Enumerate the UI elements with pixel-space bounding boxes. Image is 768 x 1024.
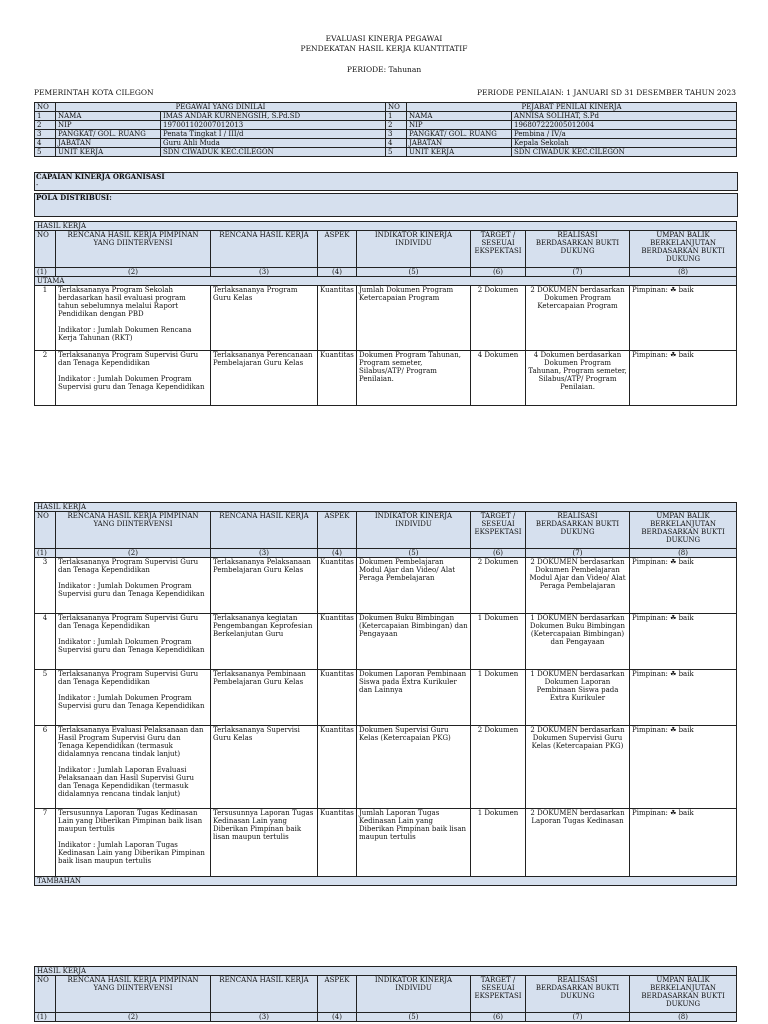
col-number: (5) [357, 1013, 471, 1022]
col-number: (1) [35, 549, 56, 558]
col-number: (8) [630, 268, 737, 277]
col-header-rhk-pimpinan: RENCANA HASIL KERJA PIMPINAN YANG DIINTERVENSI [56, 976, 211, 1013]
col-number: (2) [56, 549, 211, 558]
hasil-kerja-table-1 [34, 221, 736, 406]
umpan-balik-cell: Pimpinan: ☘ baik [630, 286, 737, 351]
col-number: (5) [357, 549, 471, 558]
table-row [35, 670, 737, 726]
pegawai-field-value: IMAS ANDAR KURNENGSIH, S.Pd.SD [161, 112, 386, 121]
table-header [35, 512, 737, 549]
col-number: (3) [211, 268, 318, 277]
col-header-target: TARGET / SESEUAI EKSPEKTASI [471, 512, 526, 549]
indikator-cell: Dokumen Laporan Pembinaan Siswa pada Extra Kurikuler dan Lainnya [357, 670, 471, 726]
col-number: (6) [471, 268, 526, 277]
rhk-pimpinan-cell: Terlaksananya Evaluasi Pelaksanaan dan Hasil Program Supervisi Guru dan Tenaga Kependidikan (termasuk didalamnya rencana tindak lanjut) Indikator : Jumlah Laporan Evaluasi Pelaksanaan dan Hasil Supervisi Guru dan Tenaga Kependidikan (termasuk didalamnya rencana tindak lanjut) [56, 726, 211, 809]
rhk-pimpinan-cell: Terlaksananya Program Supervisi Guru dan Tenaga Kependidikan Indikator : Jumlah Dokumen Program Supervisi guru dan Tenaga Kependidikan [56, 558, 211, 614]
aspek-cell: Kuantitas [318, 726, 357, 809]
table-row [35, 726, 737, 809]
info-no: 1 [35, 112, 56, 121]
umpan-balik-cell: Pimpinan: ☘ baik [630, 614, 737, 670]
table-header [35, 976, 737, 1013]
pejabat-field-label: PANGKAT/ GOL. RUANG [407, 130, 512, 139]
col-number: (4) [318, 1013, 357, 1022]
col-header-indikator: INDIKATOR KINERJA INDIVIDU [357, 976, 471, 1013]
pejabat-field-label: UNIT KERJA [407, 148, 512, 157]
periode-label: PERIODE: Tahunan [346, 65, 422, 74]
info-no: 1 [386, 112, 407, 121]
hasil-kerja-label: HASIL KERJA [35, 967, 737, 976]
info-no: 4 [35, 139, 56, 148]
info-no: 5 [35, 148, 56, 157]
rhk-pimpinan-cell: Terlaksananya Program Supervisi Guru dan Tenaga Kependidikan Indikator : Jumlah Dokumen Program Supervisi guru dan Tenaga Kependidikan [56, 351, 211, 406]
target-cell: 2 Dokumen [471, 726, 526, 809]
rhk-cell: Terlaksananya Pelaksanaan Pembelajaran Guru Kelas [211, 558, 318, 614]
target-cell: 1 Dokumen [471, 670, 526, 726]
col-header-indikator: INDIKATOR KINERJA INDIVIDU [357, 512, 471, 549]
col-number: (1) [35, 1013, 56, 1022]
row-no: 1 [35, 286, 56, 351]
rhk-cell: Terlaksananya kegiatan Pengembangan Keprofesian Berkelanjutan Guru [211, 614, 318, 670]
hasil-kerja-table-3 [34, 966, 736, 1022]
row-no: 3 [35, 558, 56, 614]
umpan-balik-cell: Pimpinan: ☘ baik [630, 558, 737, 614]
info-no: 3 [35, 130, 56, 139]
col-header-realisasi: REALISASI BERDASARKAN BUKTI DUKUNG [526, 231, 630, 268]
capaian-kinerja-box [34, 172, 738, 191]
aspek-cell: Kuantitas [318, 286, 357, 351]
pegawai-field-label: PANGKAT/ GOL. RUANG [56, 130, 161, 139]
rhk-cell: Terlaksananya Supervisi Guru Kelas [211, 726, 318, 809]
col-header-aspek: ASPEK [318, 976, 357, 1013]
aspek-cell: Kuantitas [318, 558, 357, 614]
aspek-cell: Kuantitas [318, 351, 357, 406]
col-header-realisasi: REALISASI BERDASARKAN BUKTI DUKUNG [526, 512, 630, 549]
rhk-pimpinan-cell: Tersusunnya Laporan Tugas Kedinasan Lain yang Diberikan Pimpinan baik lisan maupun tertulis Indikator : Jumlah Laporan Tugas Kedinasan Lain yang Diberikan Pimpinan baik lisan maupun tertulis [56, 809, 211, 877]
instansi-label: PEMERINTAH KOTA CILEGON [34, 88, 154, 97]
col-header-rhk: RENCANA HASIL KERJA [211, 512, 318, 549]
col-header-aspek: ASPEK [318, 231, 357, 268]
rhk-pimpinan-cell: Terlaksananya Program Supervisi Guru dan Tenaga Kependidikan Indikator : Jumlah Dokumen Program Supervisi guru dan Tenaga Kependidikan [56, 614, 211, 670]
umpan-balik-cell: Pimpinan: ☘ baik [630, 670, 737, 726]
pegawai-field-value: Guru Ahli Muda [161, 139, 386, 148]
pejabat-penilai-header: PEJABAT PENILAI KINERJA [407, 103, 737, 112]
pegawai-field-label: JABATAN [56, 139, 161, 148]
indikator-cell: Dokumen Buku Bimbingan (Ketercapaian Bimbingan) dan Pengayaan [357, 614, 471, 670]
aspek-cell: Kuantitas [318, 670, 357, 726]
pejabat-field-value: ANNISA SOLIHAT, S.Pd [512, 112, 737, 121]
pejabat-field-value: Pembina / IV/a [512, 130, 737, 139]
target-cell: 2 Dokumen [471, 558, 526, 614]
info-section [34, 102, 736, 157]
table-row [35, 351, 737, 406]
pola-distribusi-box [34, 193, 738, 217]
col-header-target: TARGET / SESEUAI EKSPEKTASI [471, 976, 526, 1013]
col-number: (4) [318, 549, 357, 558]
periode-penilaian-label: PERIODE PENILAIAN: 1 JANUARI SD 31 DESEMBER TAHUN 2023 [477, 88, 736, 97]
table-header [35, 231, 737, 268]
col-header-aspek: ASPEK [318, 512, 357, 549]
pola-distribusi-label: POLA DISTRIBUSI: [36, 193, 112, 202]
rhk-cell: Terlaksananya Perencanaan Pembelajaran Guru Kelas [211, 351, 318, 406]
capaian-kinerja-value: - [36, 181, 39, 189]
hasil-kerja-table-2 [34, 502, 736, 886]
realisasi-cell: 2 DOKUMEN berdasarkan Dokumen Pembelajaran Modul Ajar dan Video/ Alat Peraga Pembelajaran [526, 558, 630, 614]
aspek-cell: Kuantitas [318, 614, 357, 670]
info-no-header: NO [386, 103, 407, 112]
col-header-rhk-pimpinan: RENCANA HASIL KERJA PIMPINAN YANG DIINTERVENSI [56, 231, 211, 268]
realisasi-cell: 2 DOKUMEN berdasarkan Dokumen Program Ketercapaian Program [526, 286, 630, 351]
rhk-cell: Tersusunnya Laporan Tugas Kedinasan Lain yang Diberikan Pimpinan baik lisan maupun tertulis [211, 809, 318, 877]
row-no: 2 [35, 351, 56, 406]
target-cell: 4 Dokumen [471, 351, 526, 406]
pejabat-field-value: SDN CIWADUK KEC.CILEGON [512, 148, 737, 157]
target-cell: 1 Dokumen [471, 614, 526, 670]
table-row [35, 286, 737, 351]
col-number: (7) [526, 268, 630, 277]
indikator-cell: Dokumen Program Tahunan, Program semeter, Silabus/ATP/ Program Penilaian. [357, 351, 471, 406]
realisasi-cell: 2 DOKUMEN berdasarkan Dokumen Supervisi Guru Kelas (Ketercapaian PKG) [526, 726, 630, 809]
doc-title: EVALUASI KINERJA PEGAWAI [325, 34, 443, 43]
umpan-balik-cell: Pimpinan: ☘ baik [630, 809, 737, 877]
col-header-rhk: RENCANA HASIL KERJA [211, 976, 318, 1013]
col-header-rhk-pimpinan: RENCANA HASIL KERJA PIMPINAN YANG DIINTERVENSI [56, 512, 211, 549]
pejabat-field-value: 196807222005012004 [512, 121, 737, 130]
col-header-indikator: INDIKATOR KINERJA INDIVIDU [357, 231, 471, 268]
hasil-kerja-label: HASIL KERJA [35, 222, 737, 231]
info-no: 3 [386, 130, 407, 139]
pegawai-field-value: SDN CIWADUK KEC.CILEGON [161, 148, 386, 157]
indikator-cell: Dokumen Supervisi Guru Kelas (Ketercapaian PKG) [357, 726, 471, 809]
col-number: (7) [526, 1013, 630, 1022]
col-number: (2) [56, 268, 211, 277]
umpan-balik-cell: Pimpinan: ☘ baik [630, 351, 737, 406]
col-header-no: NO [35, 976, 56, 1013]
utama-label: UTAMA [35, 277, 737, 286]
info-no: 2 [386, 121, 407, 130]
rhk-cell: Terlaksananya Program Guru Kelas [211, 286, 318, 351]
pegawai-dinilai-header: PEGAWAI YANG DINILAI [56, 103, 386, 112]
rhk-pimpinan-cell: Terlaksananya Program Sekolah berdasarkan hasil evaluasi program tahun sebelumnya melalui Raport Pendidikan dengan PBD Indikator : Jumlah Dokumen Rencana Kerja Tahunan (RKT) [56, 286, 211, 351]
indikator-cell: Jumlah Laporan Tugas Kedinasan Lain yang Diberikan Pimpinan baik lisan maupun tertulis [357, 809, 471, 877]
indikator-cell: Dokumen Pembelajaran Modul Ajar dan Video/ Alat Peraga Pembelajaran [357, 558, 471, 614]
pegawai-field-label: UNIT KERJA [56, 148, 161, 157]
realisasi-cell: 1 DOKUMEN berdasarkan Dokumen Buku Bimbingan (Ketercapaian Bimbingan) dan Pengayaan [526, 614, 630, 670]
col-header-no: NO [35, 512, 56, 549]
col-number: (8) [630, 549, 737, 558]
info-no: 2 [35, 121, 56, 130]
col-number: (3) [211, 1013, 318, 1022]
realisasi-cell: 4 Dokumen berdasarkan Dokumen Program Tahunan, Program semeter, Silabus/ATP/ Program Penilaian. [526, 351, 630, 406]
target-cell: 2 Dokumen [471, 286, 526, 351]
col-header-no: NO [35, 231, 56, 268]
pejabat-field-label: NAMA [407, 112, 512, 121]
pegawai-field-value: 197001102007012013 [161, 121, 386, 130]
realisasi-cell: 2 DOKUMEN berdasarkan Laporan Tugas Kedinasan [526, 809, 630, 877]
pejabat-field-value: Kepala Sekolah [512, 139, 737, 148]
row-no: 7 [35, 809, 56, 877]
col-number: (1) [35, 268, 56, 277]
target-cell: 1 Dokumen [471, 809, 526, 877]
col-header-realisasi: REALISASI BERDASARKAN BUKTI DUKUNG [526, 976, 630, 1013]
row-no: 4 [35, 614, 56, 670]
aspek-cell: Kuantitas [318, 809, 357, 877]
col-header-umpan-balik: UMPAN BALIK BERKELANJUTAN BERDASARKAN BUKTI DUKUNG [630, 231, 737, 268]
col-number: (3) [211, 549, 318, 558]
pegawai-field-label: NAMA [56, 112, 161, 121]
pegawai-field-value: Penata Tingkat I / III/d [161, 130, 386, 139]
col-header-rhk: RENCANA HASIL KERJA [211, 231, 318, 268]
col-header-target: TARGET / SESEUAI EKSPEKTASI [471, 231, 526, 268]
row-no: 5 [35, 670, 56, 726]
info-table [34, 102, 737, 157]
realisasi-cell: 1 DOKUMEN berdasarkan Dokumen Laporan Pembinaan Siswa pada Extra Kurikuler [526, 670, 630, 726]
col-number: (2) [56, 1013, 211, 1022]
rhk-cell: Terlaksananya Pembinaan Pembelajaran Guru Kelas [211, 670, 318, 726]
pejabat-field-label: JABATAN [407, 139, 512, 148]
pejabat-field-label: NIP [407, 121, 512, 130]
col-number: (6) [471, 549, 526, 558]
col-header-umpan-balik: UMPAN BALIK BERKELANJUTAN BERDASARKAN BUKTI DUKUNG [630, 512, 737, 549]
info-no: 5 [386, 148, 407, 157]
pegawai-field-label: NIP [56, 121, 161, 130]
umpan-balik-cell: Pimpinan: ☘ baik [630, 726, 737, 809]
table-row [35, 558, 737, 614]
table-row [35, 809, 737, 877]
indikator-cell: Jumlah Dokumen Program Ketercapaian Program [357, 286, 471, 351]
row-no: 6 [35, 726, 56, 809]
table-row [35, 614, 737, 670]
info-no: 4 [386, 139, 407, 148]
tambahan-label: TAMBAHAN [35, 877, 737, 886]
rhk-pimpinan-cell: Terlaksananya Program Supervisi Guru dan Tenaga Kependidikan Indikator : Jumlah Dokumen Program Supervisi guru dan Tenaga Kependidikan [56, 670, 211, 726]
col-number: (7) [526, 549, 630, 558]
info-no-header: NO [35, 103, 56, 112]
col-number: (4) [318, 268, 357, 277]
capaian-kinerja-label: CAPAIAN KINERJA ORGANISASI [36, 172, 165, 181]
col-number: (8) [630, 1013, 737, 1022]
col-header-umpan-balik: UMPAN BALIK BERKELANJUTAN BERDASARKAN BUKTI DUKUNG [630, 976, 737, 1013]
col-number: (5) [357, 268, 471, 277]
doc-subtitle: PENDEKATAN HASIL KERJA KUANTITATIF [300, 44, 468, 53]
hasil-kerja-label: HASIL KERJA [35, 503, 737, 512]
col-number: (6) [471, 1013, 526, 1022]
